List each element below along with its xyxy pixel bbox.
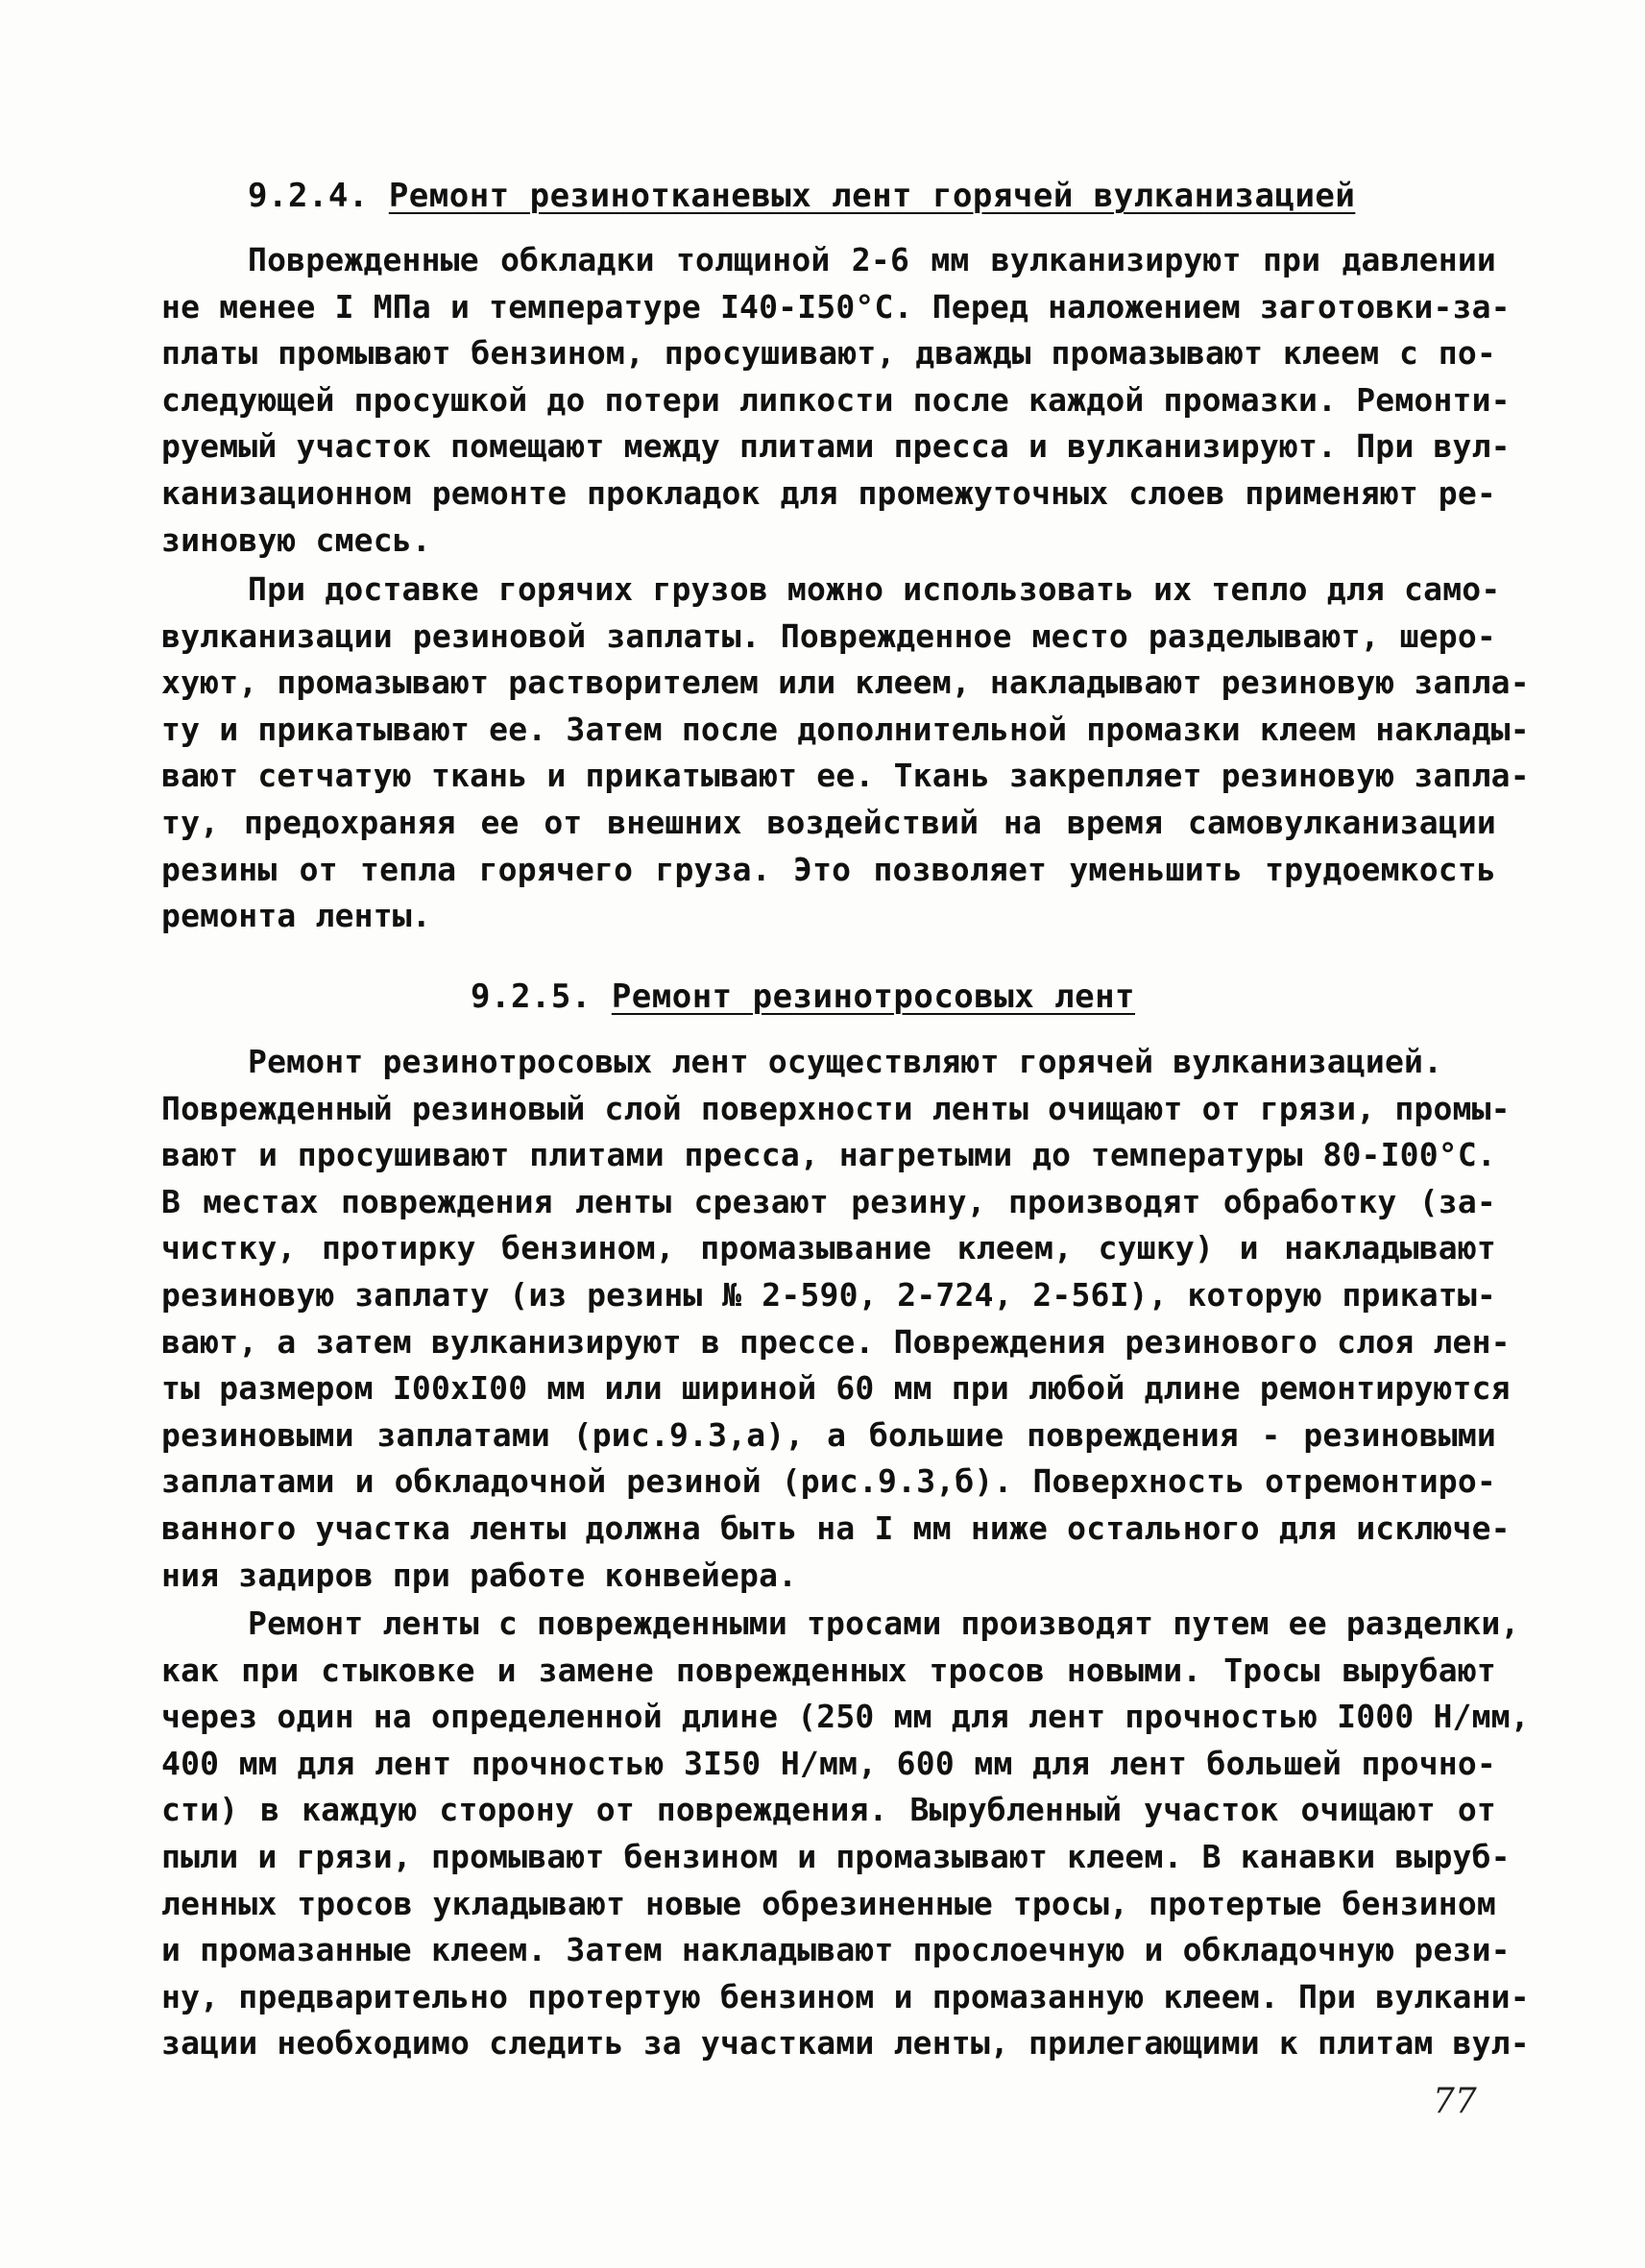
text-line: вают и просушивают плитами пресса, нагретыми до температуры 80-I00°С. <box>161 1136 1496 1174</box>
text-line: зиновую смесь. <box>161 520 431 559</box>
section-title: Ремонт резинотросовых лент <box>611 977 1136 1016</box>
text-line: резиновыми заплатами (рис.9.3,а), а большие повреждения - резиновыми <box>161 1415 1496 1454</box>
section-number: 9.2.4. <box>248 177 369 215</box>
section-heading-9-2-4 <box>248 173 1355 219</box>
text-line: ремонта ленты. <box>161 897 431 935</box>
text-line: и промазанные клеем. Затем накладывают прослоечную и обкладочную рези- <box>161 1931 1511 1969</box>
text-line: резиновую заплату (из резины № 2-590, 2-724, 2-56I), которую прикаты- <box>161 1275 1496 1314</box>
text-line: канизационном ремонте прокладок для промежуточных слоев применяют ре- <box>161 473 1496 512</box>
text-line: Ремонт резинотросовых лент осуществляют горячей вулканизацией. <box>248 1043 1443 1080</box>
page-number: 77 <box>1433 2082 1477 2121</box>
text-line: заплатами и обкладочной резиной (рис.9.3,б). Поверхность отремонтиро- <box>161 1462 1496 1501</box>
text-line: зации необходимо следить за участками ленты, прилегающими к плитам вул- <box>161 2024 1530 2063</box>
text-line: резины от тепла горячего груза. Это позволяет уменьшить трудоемкость <box>161 850 1496 888</box>
text-line: ту, предохраняя ее от внешних воздействий на время самовулканизации <box>161 803 1496 841</box>
text-line: вают сетчатую ткань и прикатывают ее. Ткань закрепляет резиновую запла- <box>161 757 1530 795</box>
text-line: вают, а затем вулканизируют в прессе. Повреждения резинового слоя лен- <box>161 1322 1511 1361</box>
text-line: Поврежденные обкладки толщиной 2-6 мм вулканизируют при давлении <box>248 241 1496 278</box>
section-heading-9-2-5 <box>471 974 1135 1020</box>
text-line: ту и прикатывают ее. Затем после дополнительной промазки клеем наклады- <box>161 710 1530 748</box>
text-line: ванного участка ленты должна быть на I мм ниже остального для исключе- <box>161 1508 1511 1547</box>
paragraph-cord-belt-repair <box>161 1039 1511 1599</box>
text-line: ну, предварительно протертую бензином и промазанную клеем. При вулкани- <box>161 1977 1530 2015</box>
paragraph-vulcanization-damage <box>161 237 1511 564</box>
text-line: следующей просушкой до потери липкости после каждой промазки. Ремонти- <box>161 380 1511 419</box>
text-line: ленных тросов укладывают новые обрезиненные тросы, протертые бензином <box>161 1884 1496 1922</box>
section-number: 9.2.5. <box>471 977 592 1016</box>
text-line: через один на определенной длине (250 мм для лент прочностью I000 Н/мм, <box>161 1698 1530 1736</box>
text-line: сти) в каждую сторону от повреждения. Вырубленный участок очищают от <box>161 1791 1496 1829</box>
text-line: как при стыковке и замене поврежденных тросов новыми. Тросы вырубают <box>161 1651 1496 1689</box>
text-line: вулканизации резиновой заплаты. Поврежденное место разделывают, шеро- <box>161 616 1496 655</box>
paragraph-damaged-cables <box>161 1601 1530 2067</box>
text-line: руемый участок помещают между плитами пресса и вулканизируют. При вул- <box>161 427 1511 466</box>
text-line: При доставке горячих грузов можно использовать их тепло для само- <box>248 570 1501 608</box>
paragraph-self-vulcanization <box>161 567 1530 940</box>
text-line: 400 мм для лент прочностью 3I50 Н/мм, 600 мм для лент большей прочно- <box>161 1744 1496 1782</box>
text-line: ты размером I00хI00 мм или шириной 60 мм при любой длине ремонтируются <box>161 1369 1511 1408</box>
text-line: хуют, промазывают растворителем или клеем, накладывают резиновую запла- <box>161 664 1530 702</box>
text-line: ния задиров при работе конвейера. <box>161 1556 798 1594</box>
text-line: Поврежденный резиновый слой поверхности ленты очищают от грязи, промы- <box>161 1089 1511 1127</box>
text-line: Ремонт ленты с поврежденными тросами производят путем ее разделки, <box>248 1604 1520 1642</box>
text-line: пыли и грязи, промывают бензином и промазывают клеем. В канавки выруб- <box>161 1837 1511 1875</box>
section-title: Ремонт резинотканевых лент горячей вулканизацией <box>388 177 1356 215</box>
text-line: чистку, протирку бензином, промазывание клеем, сушку) и накладывают <box>161 1229 1496 1267</box>
text-line: платы промывают бензином, просушивают, дважды промазывают клеем с по- <box>161 334 1496 373</box>
text-line: не менее I МПа и температуре I40-I50°С. Перед наложением заготовки-за- <box>161 287 1511 326</box>
text-line: В местах повреждения ленты срезают резину, производят обработку (за- <box>161 1182 1496 1220</box>
